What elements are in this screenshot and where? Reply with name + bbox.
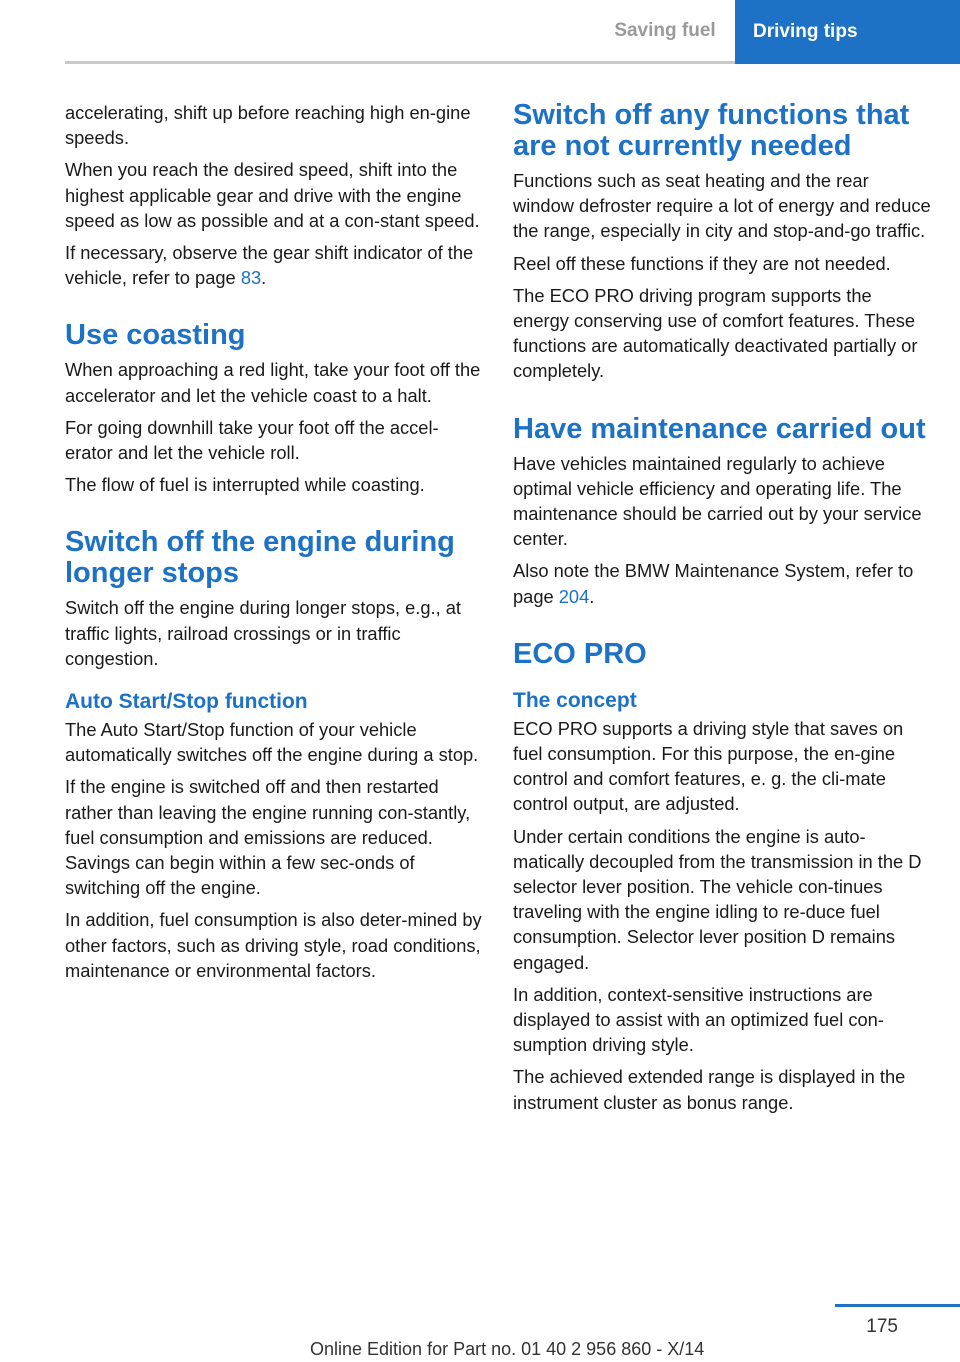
paragraph: Under certain conditions the engine is auto-matically decoupled from the transmission in the D selector lever position. The vehicle con-tinues traveling with the engine idling to re-duce fuel consumption. Selector lever position D remains engaged. xyxy=(513,825,922,973)
heading-maintenance: Have maintenance carried out xyxy=(513,412,926,445)
heading-auto-start-stop: Auto Start/Stop function xyxy=(65,690,308,714)
paragraph: The Auto Start/Stop function of your vehicle automatically switches off the engine during a stop. xyxy=(65,719,479,766)
paragraph: accelerating, shift up before reaching high en-gine speeds. xyxy=(65,102,471,149)
edition-note: Online Edition for Part no. 01 40 2 956 860 - X/14 xyxy=(310,1339,705,1359)
paragraph: Switch off the engine during longer stops, e.g., at traffic lights, railroad crossings or in traffic congestion. xyxy=(65,597,462,669)
paragraph: The flow of fuel is interrupted while coasting. xyxy=(65,474,425,496)
page-link-83[interactable]: 83 xyxy=(240,267,262,289)
paragraph: Reel off these functions if they are not needed. xyxy=(513,252,891,274)
heading-switch-off-engine: Switch off the engine during longer stops xyxy=(65,526,455,590)
paragraph: Functions such as seat heating and the rear window defroster require a lot of energy and reduce the range, especially in city and stop-and-go traffic. xyxy=(513,170,931,242)
paragraph: When you reach the desired speed, shift into the highest applicable gear and drive with the engine speed as low as possible and at a con-stant speed. xyxy=(65,159,480,231)
section-tab: Saving fuel xyxy=(614,19,716,41)
page-header xyxy=(0,0,960,64)
heading-switch-off-functions: Switch off any functions that are not currently needed xyxy=(513,99,910,162)
paragraph: Also note the BMW Maintenance System, refer to page 204. xyxy=(513,560,914,607)
footer-rule xyxy=(835,1304,960,1307)
paragraph: When approaching a red light, take your foot off the accelerator and let the vehicle coast to a halt. xyxy=(65,359,481,406)
page-link-204[interactable]: 204 xyxy=(558,585,590,607)
heading-the-concept: The concept xyxy=(513,688,637,712)
left-column xyxy=(65,100,483,990)
paragraph: In addition, context-sensitive instructions are displayed to assist with an optimized fuel con-sumption driving style. xyxy=(513,983,884,1056)
paragraph: ECO PRO supports a driving style that saves on fuel consumption. For this purpose, the en-gine control and comfort features, e. g. the cli-mate control output, are adjusted. xyxy=(513,717,904,815)
paragraph: In addition, fuel consumption is also deter-mined by other factors, such as driving style, road conditions, maintenance or environmental factors. xyxy=(65,909,482,981)
right-column xyxy=(513,100,931,1122)
paragraph: The ECO PRO driving program supports the energy conserving use of comfort features. These functions are automatically deactivated partially or completely. xyxy=(513,284,918,382)
paragraph: If the engine is switched off and then restarted rather than leaving the engine running con-stantly, fuel consumption and emissions are reduced. Savings can begin within a few sec-onds of switching off the engine. xyxy=(65,776,471,899)
heading-eco-pro: ECO PRO xyxy=(513,637,647,670)
page-number: 175 xyxy=(866,1316,898,1337)
paragraph: Have vehicles maintained regularly to achieve optimal vehicle efficiency and operating life. The maintenance should be carried out by your service center. xyxy=(513,452,922,550)
paragraph: The achieved extended range is displayed in the instrument cluster as bonus range. xyxy=(513,1066,906,1113)
heading-use-coasting: Use coasting xyxy=(65,319,246,352)
paragraph: For going downhill take your foot off the accel-erator and let the vehicle roll. xyxy=(65,416,439,464)
paragraph: If necessary, observe the gear shift indicator of the vehicle, refer to page 83. xyxy=(65,242,474,289)
chapter-tab: Driving tips xyxy=(735,0,960,64)
